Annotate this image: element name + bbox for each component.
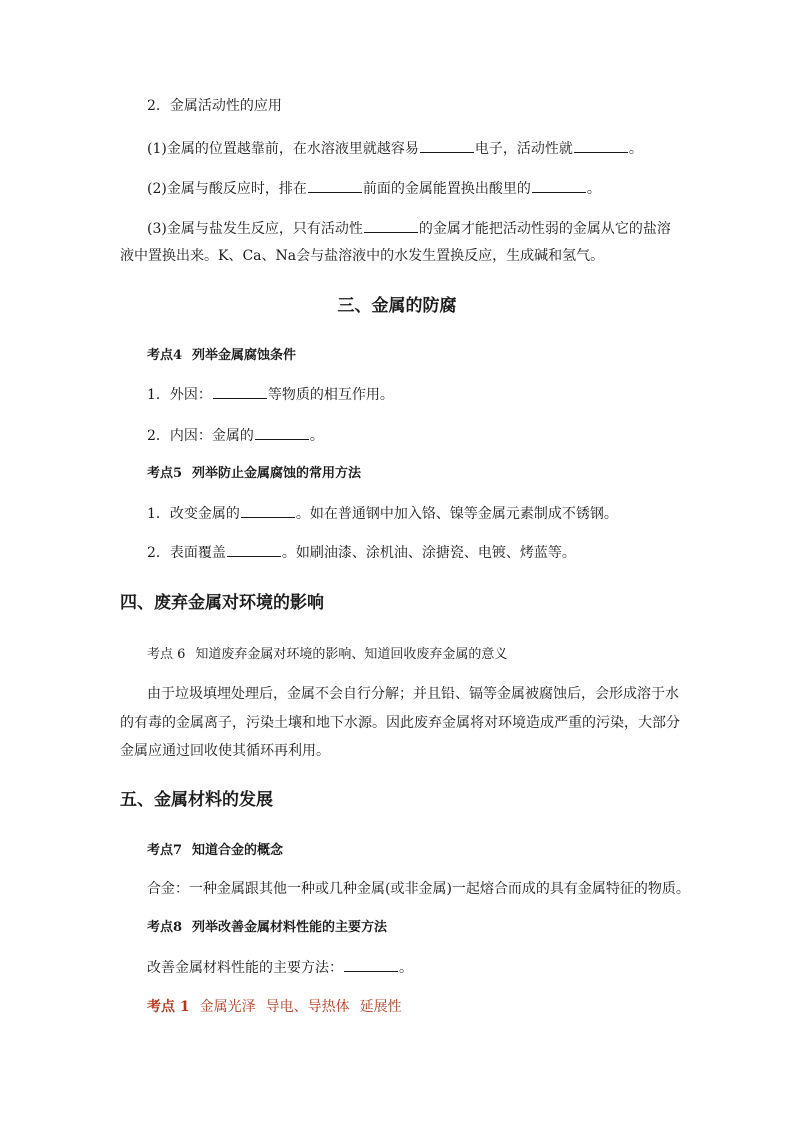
kp7-paragraph: 合金：一种金属跟其他一种或几种金属(或非金属)一起熔合而成的具有金属特征的物质。 <box>147 881 690 897</box>
kp6-paragraph-2: 的有毒的金属离子，污染土壤和地下水源。因此废弃金属将对环境造成严重的污染，大部分 <box>120 715 680 731</box>
kp4-heading: 考点4 列举金属腐蚀条件 <box>147 348 297 363</box>
heading-waste-metal: 四、废弃金属对环境的影响 <box>120 593 324 613</box>
kp4-item-2: 2．内因：金属的 。 <box>147 425 324 446</box>
kp5-heading: 考点5 列举防止金属腐蚀的常用方法 <box>147 466 362 481</box>
fill-blank[interactable] <box>241 503 295 518</box>
fill-blank[interactable] <box>574 138 628 153</box>
fill-blank[interactable] <box>420 138 474 153</box>
kp7-heading: 考点7 知道合金的概念 <box>147 843 284 858</box>
fill-blank[interactable] <box>344 957 398 972</box>
section-2-title: 2．金属活动性的应用 <box>147 98 282 114</box>
fill-blank[interactable] <box>532 178 586 193</box>
kp8-heading: 考点8 列举改善金属材料性能的主要方法 <box>147 920 388 935</box>
kp8-paragraph: 改善金属材料性能的主要方法： 。 <box>147 957 413 978</box>
heading-anticorrosion: 三、金属的防腐 <box>337 296 457 316</box>
paragraph-1: (1)金属的位置越靠前，在水溶液里就越容易 电子，活动性就 。 <box>147 138 643 159</box>
kp6-paragraph-3: 金属应通过回收使其循环再利用。 <box>120 743 330 759</box>
heading-metal-materials: 五、金属材料的发展 <box>120 790 273 810</box>
kp6-paragraph-1: 由于垃圾填埋处理后，金属不会自行分解；并且铅、镉等金属被腐蚀后，会形成溶于水 <box>147 686 679 702</box>
kp4-item-1: 1．外因： 等物质的相互作用。 <box>147 384 394 405</box>
kp5-item-2: 2．表面覆盖 。如刷油漆、涂机油、涂搪瓷、电镀、烤蓝等。 <box>147 542 576 563</box>
paragraph-3-cont: 液中置换出来。K、Ca、Na会与盐溶液中的水发生置换反应，生成碱和氢气。 <box>120 248 605 264</box>
fill-blank[interactable] <box>213 384 267 399</box>
kp6-heading: 考点 6 知道废弃金属对环境的影响、知道回收废弃金属的意义 <box>147 647 508 662</box>
fill-blank[interactable] <box>227 542 281 557</box>
fill-blank[interactable] <box>308 178 362 193</box>
answer-line: 考点 1 金属光泽 导电、导热体 延展性 <box>147 999 402 1015</box>
fill-blank[interactable] <box>364 218 418 233</box>
paragraph-3: (3)金属与盐发生反应，只有活动性 的金属才能把活动性弱的金属从它的盐溶 <box>147 218 671 239</box>
kp5-item-1: 1．改变金属的 。如在普通钢中加入铬、镍等金属元素制成不锈钢。 <box>147 503 618 524</box>
fill-blank[interactable] <box>255 425 309 440</box>
paragraph-2: (2)金属与酸反应时，排在 前面的金属能置换出酸里的 。 <box>147 178 601 199</box>
